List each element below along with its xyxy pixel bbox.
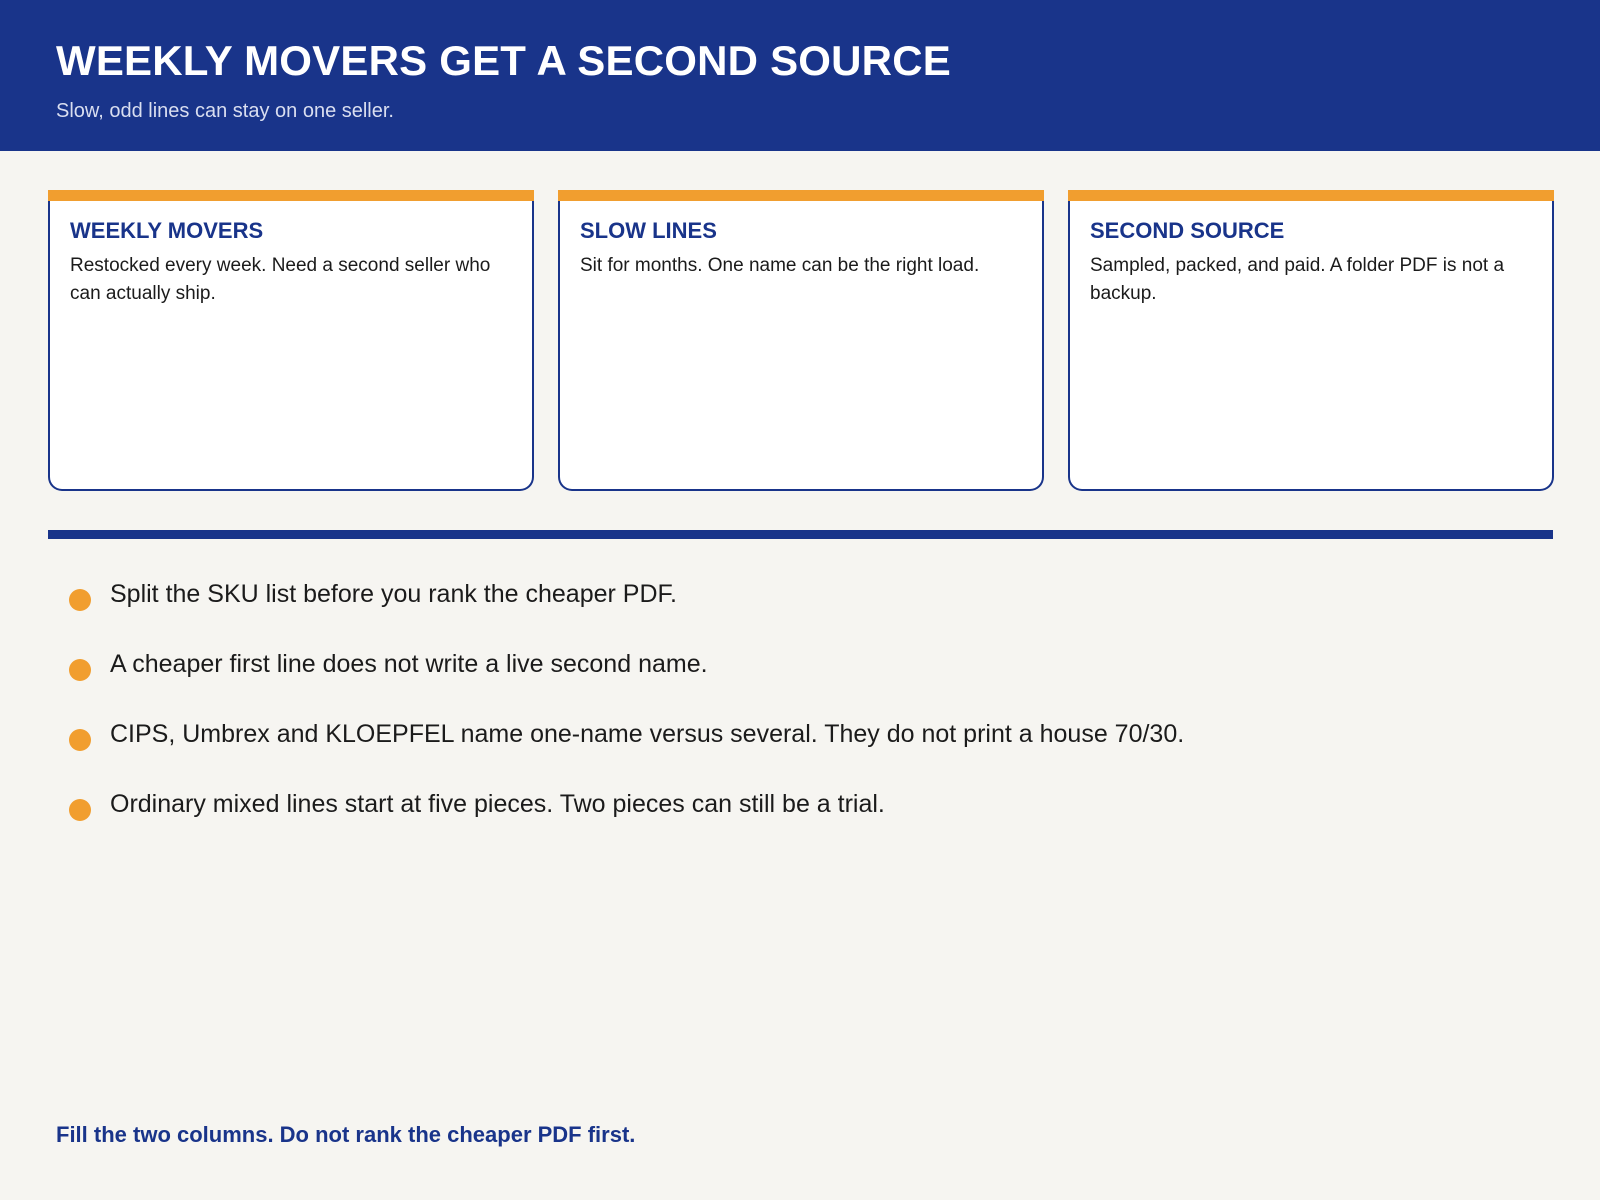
card-second-source xyxy=(1068,190,1554,491)
footer-note: Fill the two columns. Do not rank the cheaper PDF first. xyxy=(56,1122,636,1147)
bullet-dot-icon xyxy=(69,799,91,821)
bullet-text: Split the SKU list before you rank the cheaper PDF. xyxy=(110,580,677,608)
card-body: Restocked every week. Need a second seller who can actually ship. xyxy=(70,255,491,304)
bullet-item xyxy=(56,717,1184,787)
card-title: SLOW LINES xyxy=(580,218,717,243)
bullet-dot-icon xyxy=(69,589,91,611)
card-accent-bar xyxy=(558,190,1044,201)
bullet-item xyxy=(56,577,1184,647)
card-body: Sit for months. One name can be the right load. xyxy=(580,255,980,276)
header-banner xyxy=(0,0,1600,151)
card-title: SECOND SOURCE xyxy=(1090,218,1285,243)
bullet-dot-icon xyxy=(69,729,91,751)
section-divider xyxy=(48,530,1553,539)
bullet-list xyxy=(56,577,1184,857)
card-body: Sampled, packed, and paid. A folder PDF is not a backup. xyxy=(1090,255,1505,304)
page-title: WEEKLY MOVERS GET A SECOND SOURCE xyxy=(56,37,951,84)
card-slow-lines xyxy=(558,190,1044,491)
bullet-text: CIPS, Umbrex and KLOEPFEL name one-name versus several. They do not print a house 70/30. xyxy=(110,720,1185,748)
bullet-dot-icon xyxy=(69,659,91,681)
bullet-text: A cheaper first line does not write a live second name. xyxy=(110,650,708,678)
card-accent-bar xyxy=(1068,190,1554,201)
card-title: WEEKLY MOVERS xyxy=(70,218,264,243)
bullet-item xyxy=(56,647,1184,717)
bullet-item xyxy=(56,787,1184,857)
card-accent-bar xyxy=(48,190,534,201)
card-weekly-movers xyxy=(48,190,534,491)
page-subtitle: Slow, odd lines can stay on one seller. xyxy=(56,100,394,122)
bullet-text: Ordinary mixed lines start at five pieces. Two pieces can still be a trial. xyxy=(110,790,885,818)
